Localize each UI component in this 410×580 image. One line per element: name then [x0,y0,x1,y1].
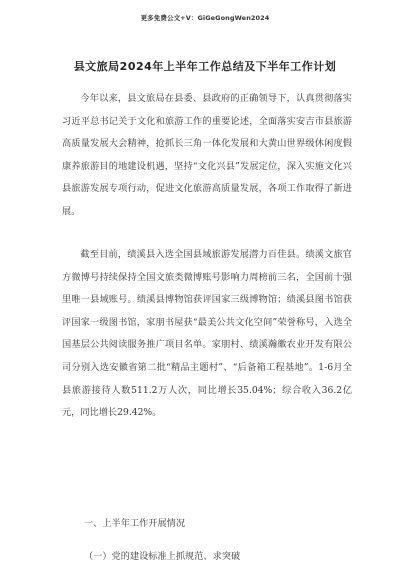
paragraph-intro: 今年以来，县文旅局在县委、县政府的正确领导下，认真贯彻落实习近平总书记关于文化和旅游工作的重要论述，全面落实安吉市县旅游高质量发展大会精神，抢抓长三角一体化发展和大黄山世界级休闲度假康养旅游目的地建设机遇，坚持“文化兴县”发展定位，深入实施文化兴县旅游发展专项行动，促进文化旅游高质量发展，各项工作取得了新进展。 [62,93,352,217]
document-title: 县文旅局2024年上半年工作总结及下半年工作计划 [73,60,337,73]
paragraph-achievements: 截至目前，绩溪县入选全国县域旅游发展潜力百佳县。绩溪文旅官方微博号持续保持全国文旅类微博账号影响力周榜前三名，全国前十强里唯一县域账号。绩溪县博物馆获评国家三级博物馆；绩溪县图书馆获评国家一级图书馆，家朋书屋获“最美公共文化空间”荣誉称号，入选全国基层公共阅读服务推广项目名单。家朋村、绩溪瀚徽农业开发有限公司分别入选安徽省第二批“精品主题村”、“后备箱工程基地”。1-6月全县旅游接待人数511.2万人次，同比增长35.04%；综合收入36.2亿元，同比增长29.42%。 [62,249,352,419]
header-note: 更多免费公文+V：GiGeGongWen2024 [140,14,270,22]
section-heading: 一、上半年工作开展情况 [84,518,186,529]
subsection-heading: （一）党的建设标准上抓规范、求突破 [84,551,241,562]
